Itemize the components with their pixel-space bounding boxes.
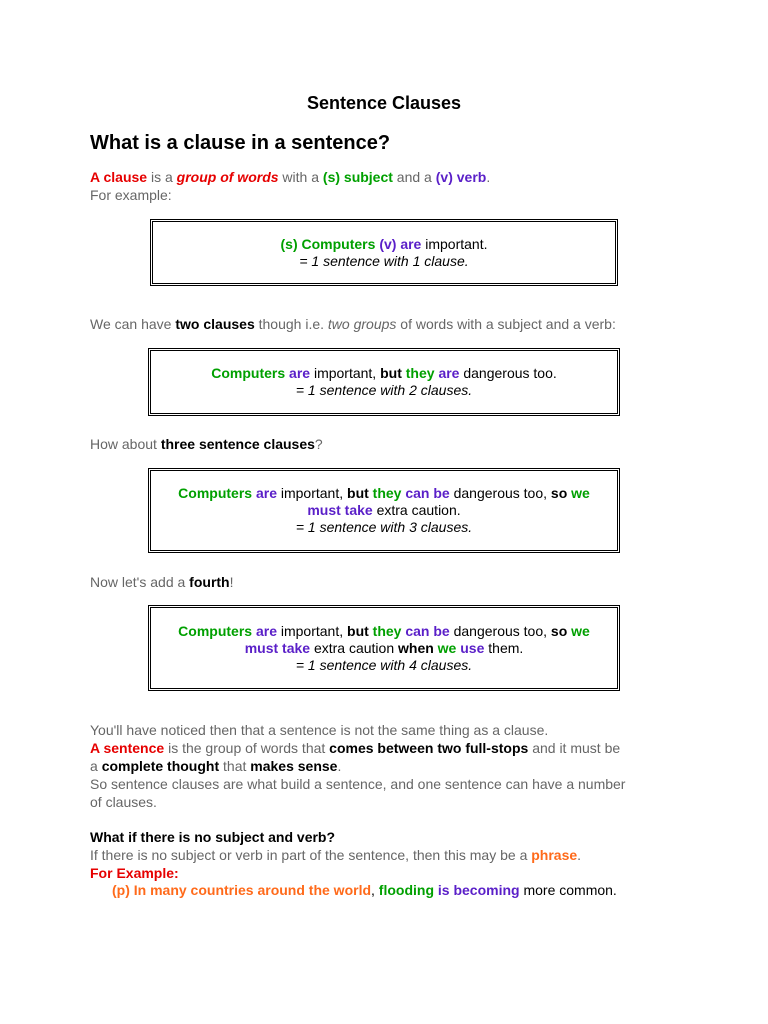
for-example-line: For example:: [90, 187, 172, 203]
fourth-line: Now let's add a fourth!: [90, 574, 234, 590]
term-subject: (s) subject: [322, 169, 393, 185]
notice-line-4: So sentence clauses are what build a sentence, and one sentence can have a number: [90, 776, 626, 792]
example-sentence: Computers are important, but they are dangerous too.: [211, 365, 557, 381]
phrase-example: (p) In many countries around the world, flooding is becoming more common.: [112, 882, 617, 898]
example-sentence: Computers are important, but they can be dangerous too, so we: [178, 622, 590, 639]
no-subject-question: What if there is no subject and verb?: [90, 829, 336, 845]
example-box-4: Computers are important, but they can be dangerous too, so we must take extra caution when we use them. = 1 sentence with 4 clauses.: [148, 605, 620, 691]
clause-count: = 1 sentence with 2 clauses.: [295, 382, 473, 398]
for-example-label: For Example:: [90, 865, 179, 881]
term-a-clause: A clause: [90, 169, 148, 185]
example-box-1: [150, 219, 618, 286]
example-box-3: Computers are important, but they can be dangerous too, so we must take extra caution. = 1 sentence with 3 clauses.: [148, 468, 620, 553]
clause-count: = 1 sentence with 3 clauses.: [295, 519, 473, 535]
term-verb: (v) verb: [435, 169, 487, 185]
notice-line-2: A sentence is the group of words that comes between two full-stops and it must be: [90, 740, 621, 756]
example-sentence: (s) Computers (v) are important.: [280, 235, 488, 252]
intro-line: A clause is a group of words with a (s) subject and a (v) verb.: [90, 169, 491, 185]
phrase-line: If there is no subject or verb in part of the sentence, then this may be a phrase.: [90, 847, 582, 863]
section-heading: What is a clause in a sentence?: [90, 132, 391, 154]
notice-line-3: a complete thought that makes sense.: [90, 758, 342, 774]
notice-line-5: of clauses.: [90, 794, 157, 810]
clause-count: = 1 sentence with 1 clause.: [299, 252, 469, 269]
page-title: Sentence Clauses: [306, 93, 462, 113]
notice-line-1: You'll have noticed then that a sentence is not the same thing as a clause.: [90, 722, 549, 738]
term-group-of-words: group of words: [176, 169, 279, 185]
three-clauses-line: How about three sentence clauses?: [90, 436, 323, 452]
example-box-2: [148, 348, 620, 416]
two-clauses-line: We can have two clauses though i.e. two groups of words with a subject and a verb:: [90, 316, 616, 332]
clause-count: = 1 sentence with 4 clauses.: [295, 656, 473, 673]
example-sentence: Computers are important, but they can be dangerous too, so we: [178, 485, 590, 501]
